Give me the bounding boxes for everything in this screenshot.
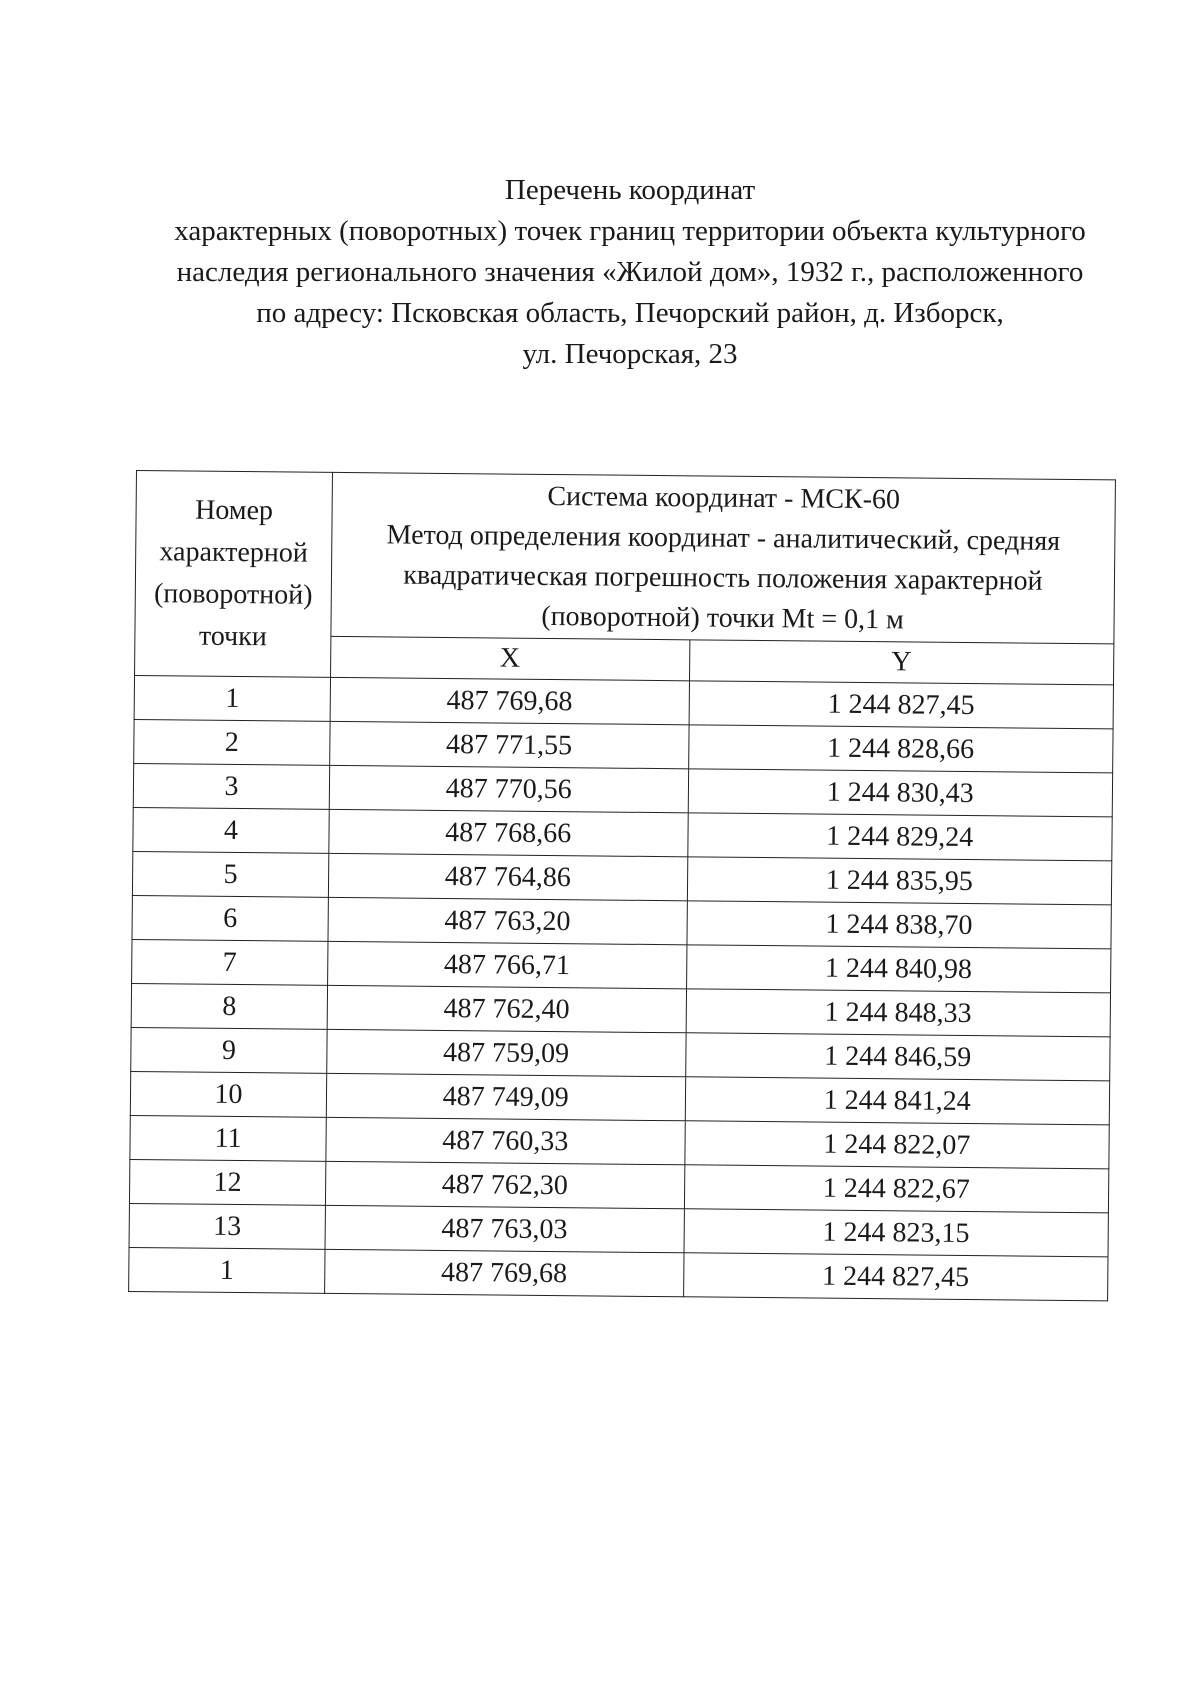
point-number-cell: 8	[131, 983, 327, 1029]
y-coordinate-cell: 1 244 823,15	[684, 1209, 1109, 1257]
x-coordinate-cell: 487 760,33	[326, 1117, 685, 1164]
y-coordinate-cell: 1 244 828,66	[688, 725, 1113, 773]
y-coordinate-cell: 1 244 846,59	[685, 1033, 1110, 1081]
x-coordinate-cell: 487 766,71	[327, 941, 686, 988]
point-number-cell: 9	[131, 1027, 327, 1073]
title-line: Перечень координат	[504, 174, 756, 206]
y-coordinate-cell: 1 244 822,07	[684, 1121, 1109, 1169]
table-header-row	[135, 471, 1116, 644]
point-number-cell: 1	[129, 1247, 325, 1293]
point-number-cell: 6	[132, 895, 328, 941]
x-coordinate-cell: 487 769,68	[325, 1249, 684, 1296]
x-coordinate-cell: 487 768,66	[329, 809, 688, 856]
x-coordinate-cell: 487 763,20	[328, 897, 687, 944]
title-line: ул. Печорская, 23	[522, 338, 738, 370]
y-coordinate-cell: 1 244 838,70	[686, 901, 1111, 949]
x-column-header: X	[330, 636, 689, 680]
point-number-cell: 2	[134, 719, 330, 765]
header-line: квадратическая погрешность положения характерной	[403, 559, 1043, 597]
header-line: (поворотной) точки Mt = 0,1 м	[541, 600, 904, 635]
coordinates-table	[128, 470, 1116, 1301]
x-coordinate-cell: 487 762,30	[325, 1161, 684, 1208]
header-line: Система координат - МСК-60	[547, 480, 901, 515]
y-coordinate-cell: 1 244 835,95	[687, 857, 1112, 905]
point-number-cell: 5	[132, 851, 328, 897]
y-coordinate-cell: 1 244 848,33	[686, 989, 1111, 1037]
header-line: (поворотной)	[153, 578, 313, 611]
table-row	[129, 1247, 1108, 1300]
point-number-cell: 7	[132, 939, 328, 985]
y-coordinate-cell: 1 244 840,98	[686, 945, 1111, 993]
x-coordinate-cell: 487 759,09	[327, 1029, 686, 1076]
x-coordinate-cell: 487 763,03	[325, 1205, 684, 1252]
point-number-header	[135, 471, 333, 678]
table-body	[129, 675, 1114, 1300]
title-line: наследия регионального значения «Жилой дом», 1932 г., расположенного	[176, 256, 1084, 288]
point-number-cell: 13	[129, 1203, 325, 1249]
y-coordinate-cell: 1 244 827,45	[683, 1253, 1108, 1301]
document-title	[150, 170, 1110, 375]
title-line: по адресу: Псковская область, Печорский район, д. Изборск,	[256, 297, 1004, 329]
x-coordinate-cell: 487 749,09	[326, 1073, 685, 1120]
title-line: характерных (поворотных) точек границ территории объекта культурного	[174, 215, 1086, 247]
coordinate-system-header	[331, 472, 1116, 644]
x-coordinate-cell: 487 770,56	[329, 765, 688, 812]
y-coordinate-cell: 1 244 827,45	[689, 681, 1114, 729]
point-number-cell: 10	[130, 1071, 326, 1117]
point-number-cell: 4	[133, 807, 329, 853]
point-number-cell: 3	[133, 763, 329, 809]
y-coordinate-cell: 1 244 830,43	[688, 769, 1113, 817]
header-line: Метод определения координат - аналитический, средняя	[386, 518, 1061, 557]
header-line: точки	[198, 620, 267, 653]
header-line: характерной	[159, 536, 308, 569]
y-coordinate-cell: 1 244 829,24	[687, 813, 1112, 861]
y-coordinate-cell: 1 244 841,24	[685, 1077, 1110, 1125]
header-line: Номер	[195, 494, 274, 527]
y-coordinate-cell: 1 244 822,67	[684, 1165, 1109, 1213]
x-coordinate-cell: 487 762,40	[327, 985, 686, 1032]
point-number-cell: 11	[130, 1115, 326, 1161]
x-coordinate-cell: 487 769,68	[330, 677, 689, 724]
x-coordinate-cell: 487 764,86	[328, 853, 687, 900]
y-column-header: Y	[689, 640, 1114, 685]
point-number-cell: 1	[134, 675, 330, 721]
point-number-cell: 12	[129, 1159, 325, 1205]
x-coordinate-cell: 487 771,55	[330, 721, 689, 768]
